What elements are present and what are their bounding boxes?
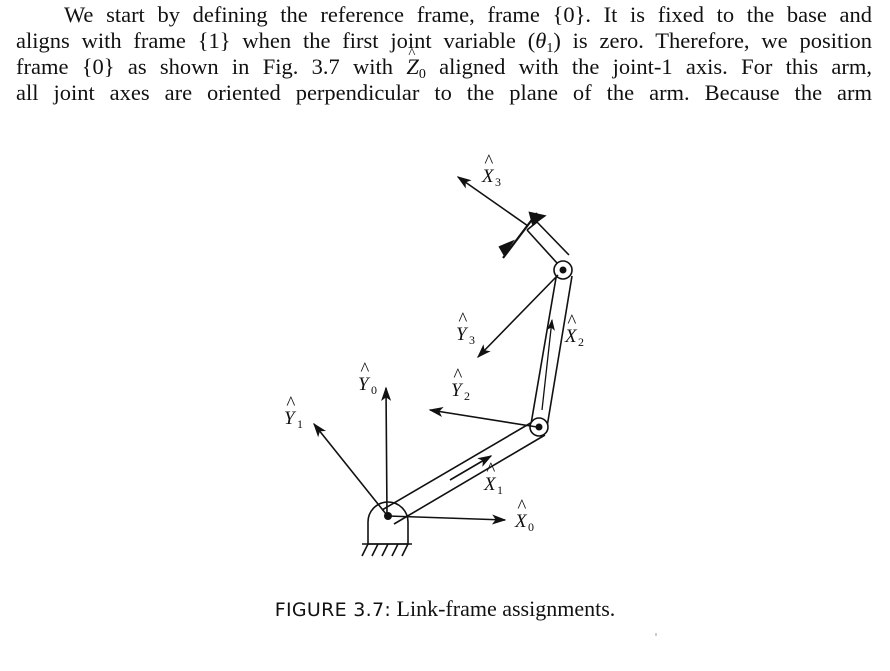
y0-axis-arrow [386,388,387,516]
svg-text:Y: Y [358,374,369,395]
y3-axis-arrow [478,275,558,357]
svg-text:1: 1 [297,417,303,431]
svg-text:0: 0 [528,520,534,534]
svg-text:0: 0 [371,383,377,397]
paragraph-line-2-text-a: aligns with frame {1} when the first joint variable ( [16,28,536,53]
label-y1 [284,393,303,431]
svg-text:^: ^ [286,393,295,414]
paragraph-line-4: all joint axes are oriented perpendicular to the plane of the arm. Because the arm [16,80,872,105]
svg-text:^: ^ [453,365,462,386]
label-y2 [451,365,470,403]
figure-caption [0,596,890,622]
svg-text:3: 3 [469,333,475,347]
label-x1 [483,459,503,497]
svg-text:X: X [482,166,494,187]
label-y0 [358,359,377,397]
z-hat-symbol: ^ Z [406,54,419,80]
svg-text:2: 2 [578,335,584,349]
label-x2 [564,311,584,349]
theta-subscript: 1 [546,41,554,56]
svg-text:2: 2 [464,389,470,403]
svg-text:3: 3 [495,175,501,189]
svg-text:X: X [515,511,527,532]
svg-text:^: ^ [360,359,369,380]
theta-symbol: θ [535,28,547,53]
y1-axis-arrow [314,424,386,514]
z-subscript: 0 [418,67,426,82]
paragraph-line-1: We start by defining the reference frame, frame {0}. It is fixed to the base and [64,2,872,27]
caption-text: Link-frame assignments. [391,596,616,621]
paragraph-line-3-text-b: aligned with the joint-1 axis. For this arm, [425,54,873,79]
label-y3 [456,309,475,347]
svg-text:1: 1 [497,483,503,497]
svg-text:^: ^ [517,496,526,517]
link-3 [527,222,569,263]
label-x0 [514,496,534,534]
svg-text:X: X [484,474,496,495]
paragraph-line-3-text-a: frame {0} as shown in Fig. 3.7 with [16,54,407,79]
svg-text:Y: Y [284,408,295,429]
svg-text:^: ^ [484,151,493,172]
y2-axis-arrow [430,410,537,427]
svg-text:^: ^ [486,459,495,480]
svg-text:Y: Y [456,324,467,345]
svg-text:^: ^ [567,311,576,332]
caption-label: FIGURE 3.7: [274,599,392,621]
end-effector-plate [500,213,544,258]
svg-text:X: X [565,326,577,347]
label-x3 [481,151,501,189]
svg-text:Y: Y [451,380,462,401]
paragraph-line-2-text-b: ) is zero. Therefore, we position [553,28,872,53]
svg-text:^: ^ [458,309,467,330]
